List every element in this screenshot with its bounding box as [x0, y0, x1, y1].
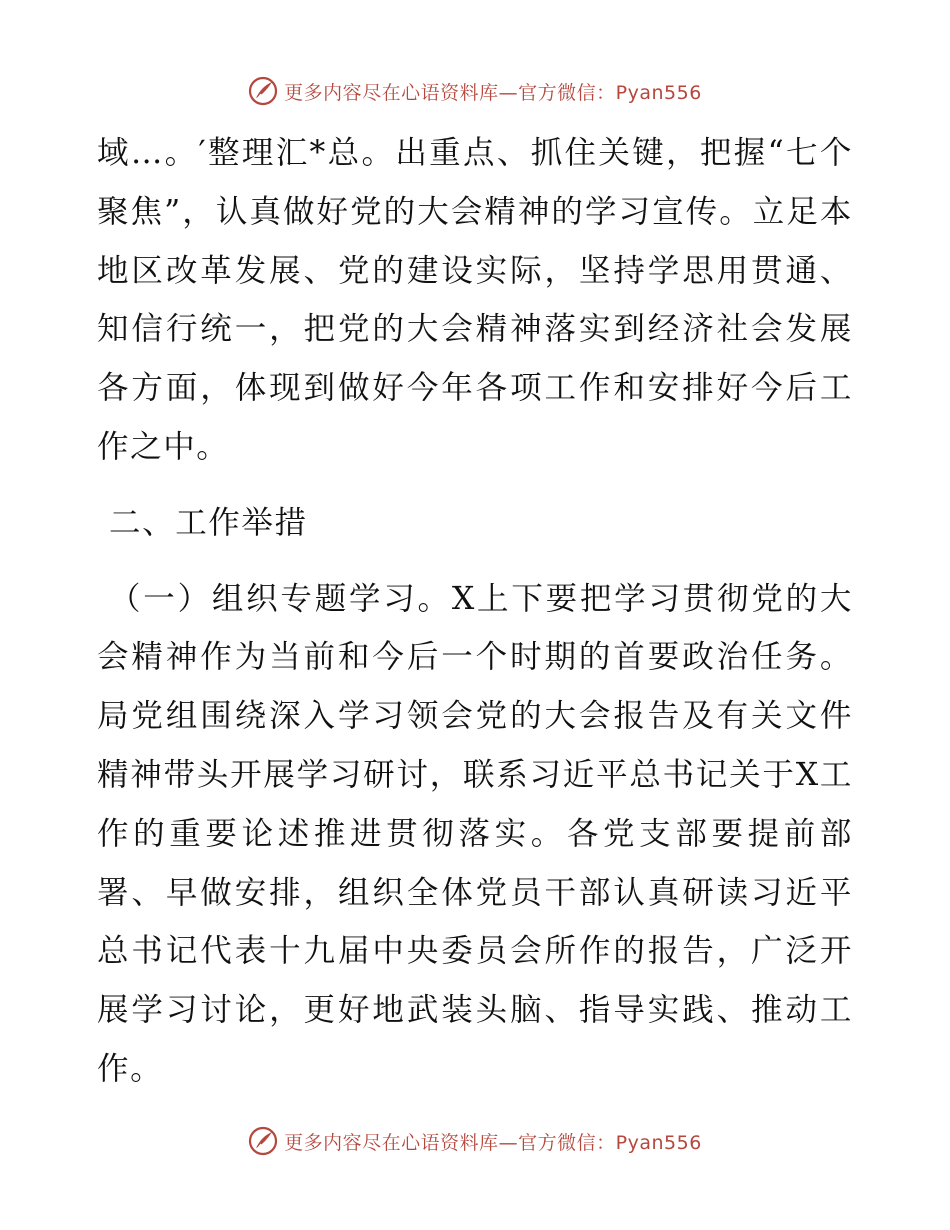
watermark-text: 更多内容尽在心语资料库—官方微信：Pyan556 — [284, 81, 702, 104]
paragraph-study: （一）组织专题学习。X上下要把学习贯彻党的大会精神作为当前和今后一个时期的首要政治任务。局党组围绕深入学习领会党的大会报告及有关文件精神带头开展学习研讨，联系习近平总书记关于X工作的重要论述推进贯彻落实。各党支部要提前部署、早做安排，组织全体党员干部认真研读习近平总书记代表十九届中央委员会所作的报告，广泛开展学习讨论，更好地武装头脑、指导实践、推动工作。 — [97, 580, 853, 1087]
quill-logo-icon — [248, 1126, 278, 1156]
paragraph-continuation: 域…。′整理汇*总。出重点、抓住关键，把握“七个聚焦”，认真做好党的大会精神的学习宣传。立足本地区改革发展、党的建设实际，坚持学思用贯通、知信行统一，把党的大会精神落实到经济社会发展各方面，体现到做好今年各项工作和安排好今后工作之中。 — [97, 135, 853, 465]
quill-logo-icon — [248, 76, 278, 106]
watermark-text: 更多内容尽在心语资料库—官方微信：Pyan556 — [284, 1131, 702, 1154]
document-body — [97, 124, 853, 1099]
header-watermark — [0, 76, 950, 106]
section-heading: 二、工作举措 — [109, 504, 308, 541]
footer-watermark — [0, 1126, 950, 1156]
